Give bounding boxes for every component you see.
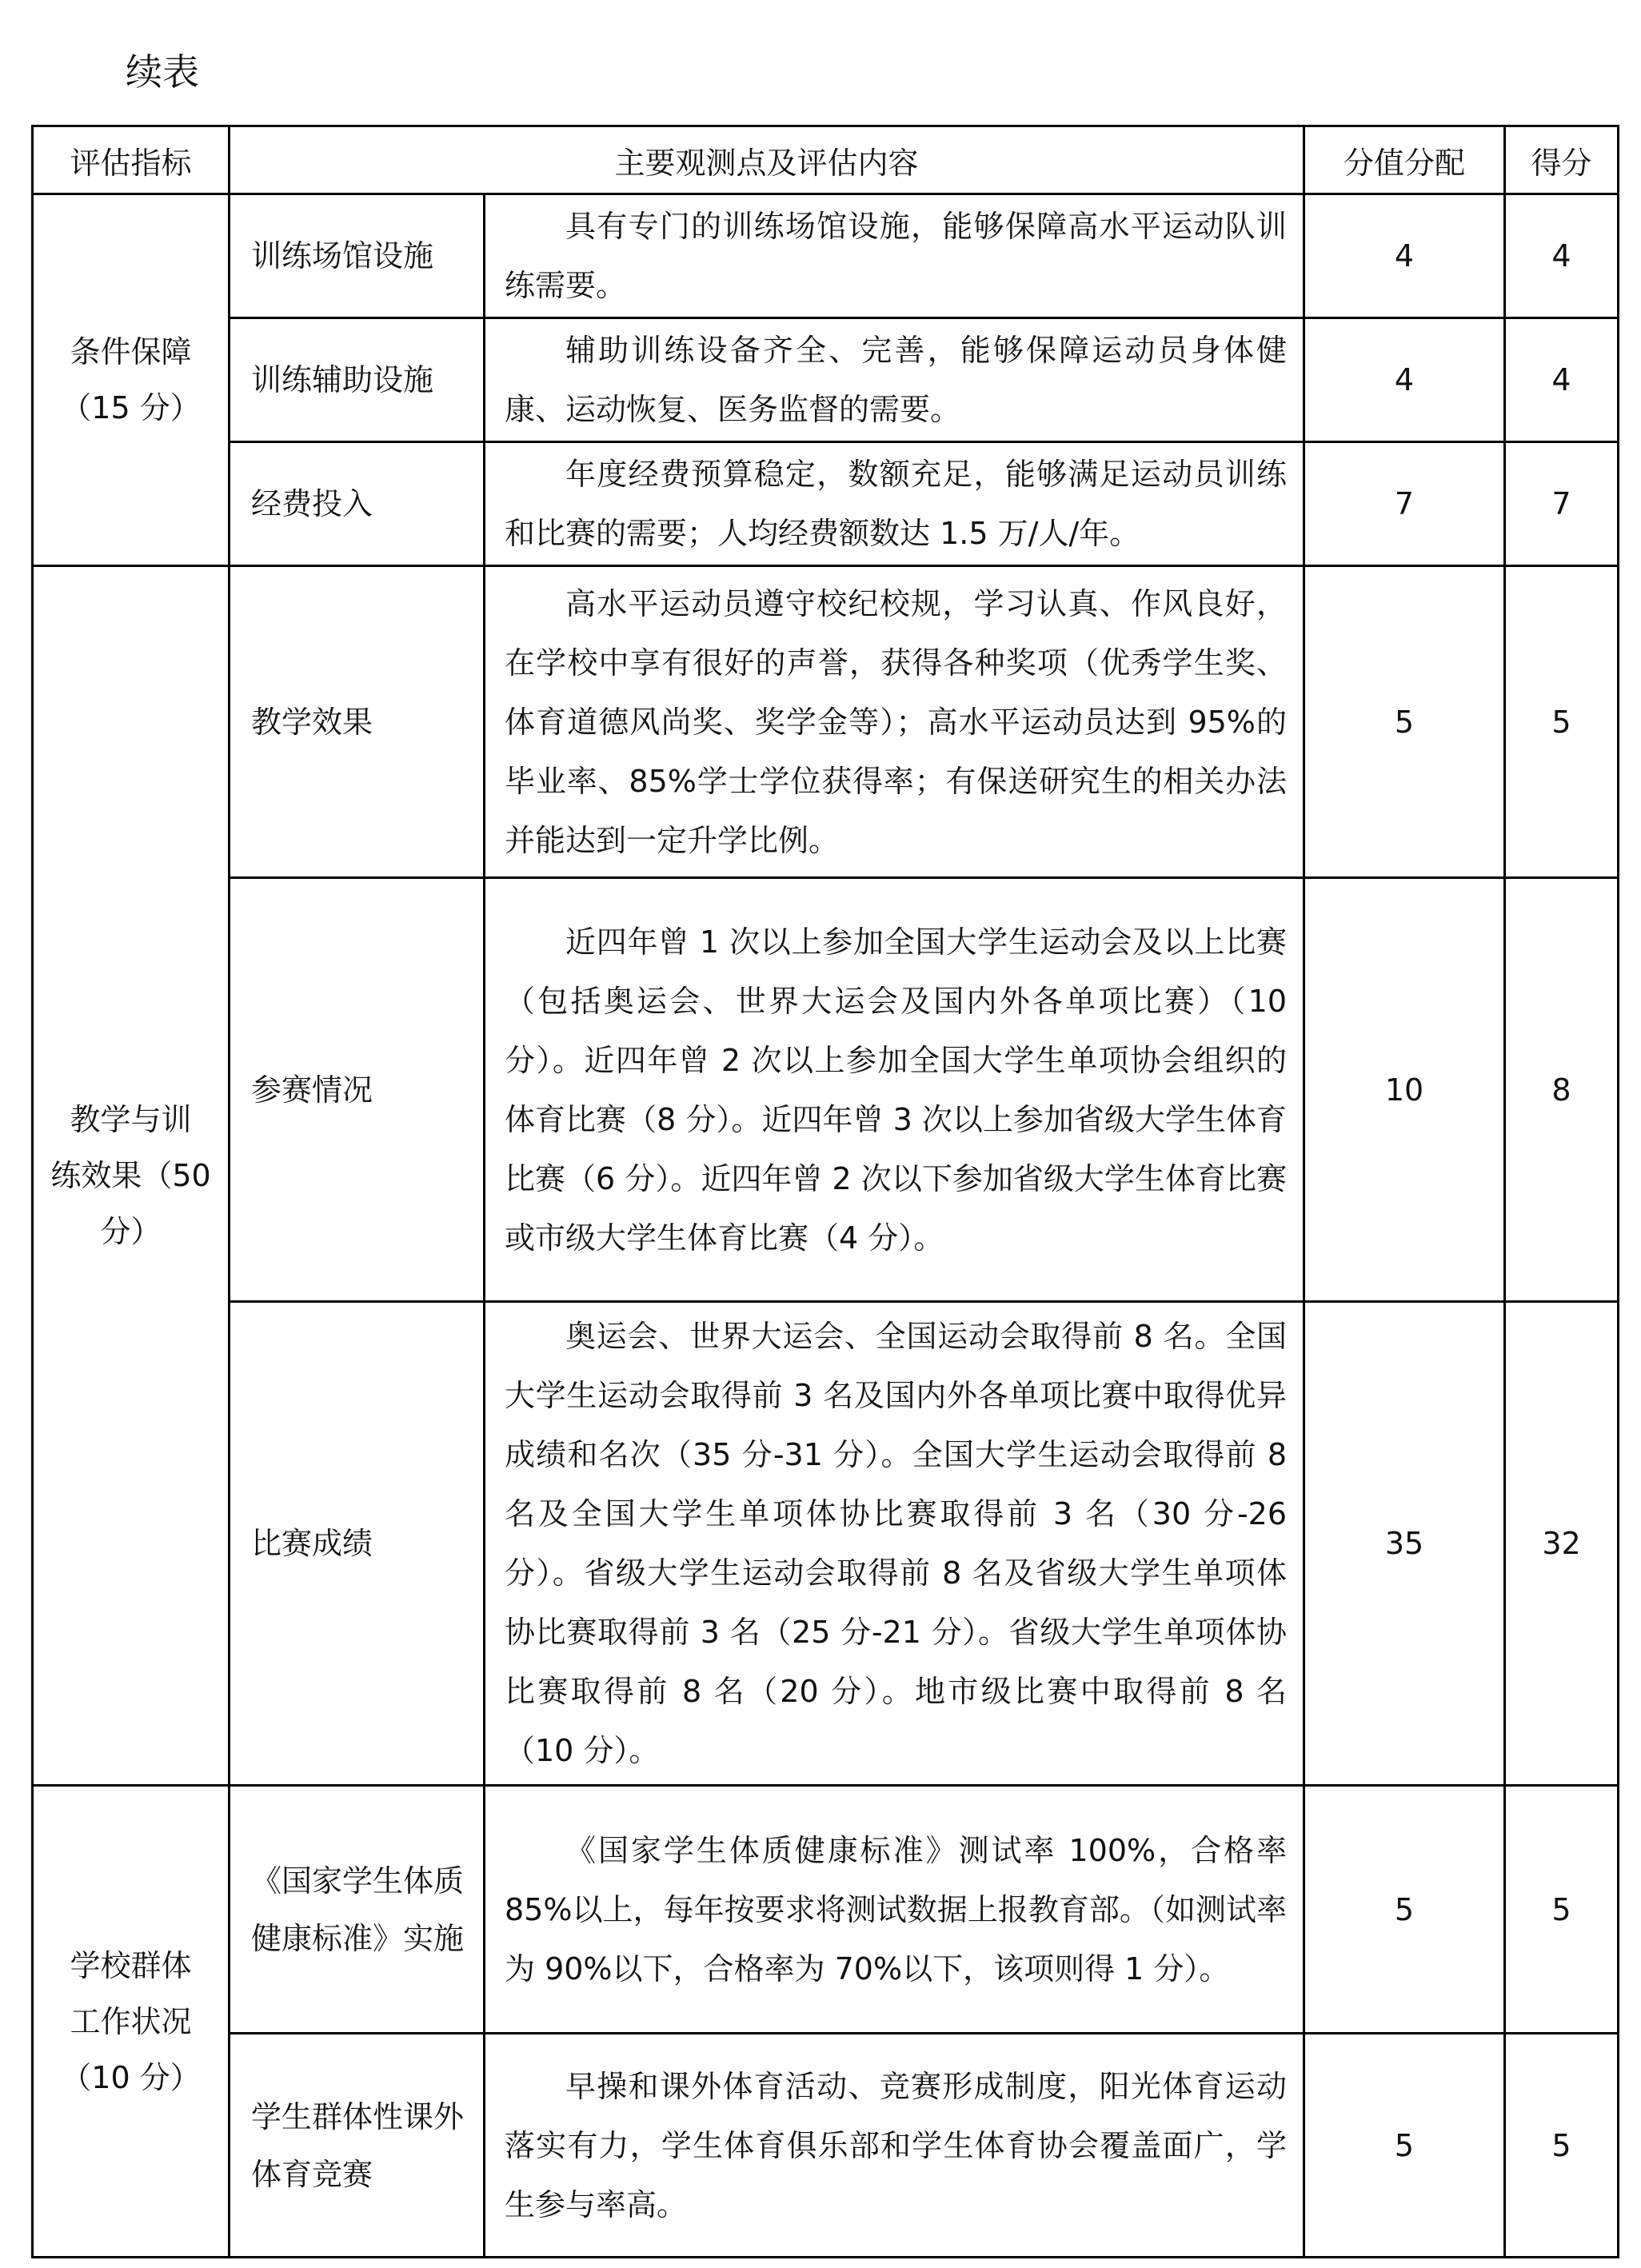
category-name-line: 分） bbox=[100, 1214, 162, 1249]
allocation-value: 4 bbox=[1304, 194, 1505, 318]
category-name-line: （10 分） bbox=[61, 2059, 201, 2095]
table-row bbox=[33, 318, 1619, 442]
score-value: 5 bbox=[1505, 2034, 1619, 2258]
score-value: 5 bbox=[1505, 566, 1619, 878]
page-title: 续表 bbox=[126, 50, 199, 94]
sub-indicator: 学生群体性课外体育竞赛 bbox=[230, 2034, 485, 2258]
table-row bbox=[33, 1302, 1619, 1786]
category-name-line: （15 分） bbox=[61, 390, 201, 425]
observation-content: 奥运会、世界大运会、全国运动会取得前 8 名。全国大学生运动会取得前 3 名及国内外各单项比赛中取得优异成绩和名次（35 分-31 分）。全国大学生运动会取得前 8 名及全国大学生单项体协比赛取得前 3 名（30 分-26 分）。省级大学生运动会取得前 8 名及省级大学生单项体协比赛取得前 3 名（25 分-21 分）。省级大学生单项体协比赛取得前 8 名（20 分）。地市级比赛中取得前 8 名（10 分）。 bbox=[485, 1302, 1304, 1786]
header-allocation: 分值分配 bbox=[1304, 126, 1505, 194]
observation-content: 年度经费预算稳定，数额充足，能够满足运动员训练和比赛的需要；人均经费额数达 1.5 万/人/年。 bbox=[485, 442, 1304, 566]
allocation-value: 10 bbox=[1304, 878, 1505, 1302]
score-value: 4 bbox=[1505, 194, 1619, 318]
evaluation-table bbox=[31, 125, 1619, 2258]
sub-indicator: 《国家学生体质健康标准》实施 bbox=[230, 1786, 485, 2034]
sub-indicator: 比赛成绩 bbox=[230, 1302, 485, 1786]
sub-indicator: 参赛情况 bbox=[230, 878, 485, 1302]
table-row bbox=[33, 566, 1619, 878]
sub-indicator: 经费投入 bbox=[230, 442, 485, 566]
allocation-value: 5 bbox=[1304, 1786, 1505, 2034]
score-value: 5 bbox=[1505, 1786, 1619, 2034]
observation-content: 具有专门的训练场馆设施，能够保障高水平运动队训练需要。 bbox=[485, 194, 1304, 318]
table-row bbox=[33, 194, 1619, 318]
allocation-value: 4 bbox=[1304, 318, 1505, 442]
observation-content: 辅助训练设备齐全、完善，能够保障运动员身体健康、运动恢复、医务监督的需要。 bbox=[485, 318, 1304, 442]
allocation-value: 7 bbox=[1304, 442, 1505, 566]
header-score: 得分 bbox=[1505, 126, 1619, 194]
sub-indicator: 教学效果 bbox=[230, 566, 485, 878]
score-value: 7 bbox=[1505, 442, 1619, 566]
header-content: 主要观测点及评估内容 bbox=[230, 126, 1304, 194]
table-row bbox=[33, 878, 1619, 1302]
score-value: 8 bbox=[1505, 878, 1619, 1302]
score-value: 32 bbox=[1505, 1302, 1619, 1786]
category-name-line: 条件保障 bbox=[70, 334, 192, 369]
category-teaching-training bbox=[33, 566, 230, 1786]
category-group-sports bbox=[33, 1786, 230, 2258]
observation-content: 《国家学生体质健康标准》测试率 100%，合格率 85%以上，每年按要求将测试数据上报教育部。（如测试率为 90%以下，合格率为 70%以下，该项则得 1 分）。 bbox=[485, 1786, 1304, 2034]
header-indicator: 评估指标 bbox=[33, 126, 230, 194]
category-condition bbox=[33, 194, 230, 566]
observation-content: 近四年曾 1 次以上参加全国大学生运动会及以上比赛（包括奥运会、世界大运会及国内外各单项比赛）（10 分）。近四年曾 2 次以上参加全国大学生单项协会组织的体育比赛（8 分）。近四年曾 3 次以上参加省级大学生体育比赛（6 分）。近四年曾 2 次以下参加省级大学生体育比赛或市级大学生体育比赛（4 分）。 bbox=[485, 878, 1304, 1302]
observation-content: 早操和课外体育活动、竞赛形成制度，阳光体育运动落实有力，学生体育俱乐部和学生体育协会覆盖面广，学生参与率高。 bbox=[485, 2034, 1304, 2258]
category-name-line: 工作状况 bbox=[70, 2003, 192, 2039]
allocation-value: 5 bbox=[1304, 2034, 1505, 2258]
sub-indicator: 训练辅助设施 bbox=[230, 318, 485, 442]
table-row bbox=[33, 2034, 1619, 2258]
category-name-line: 教学与训 bbox=[70, 1102, 192, 1137]
score-value: 4 bbox=[1505, 318, 1619, 442]
allocation-value: 5 bbox=[1304, 566, 1505, 878]
sub-indicator: 训练场馆设施 bbox=[230, 194, 485, 318]
category-name-line: 学校群体 bbox=[70, 1947, 192, 1983]
category-name-line: 练效果（50 bbox=[50, 1158, 211, 1193]
observation-content: 高水平运动员遵守校纪校规，学习认真、作风良好，在学校中享有很好的声誉，获得各种奖项（优秀学生奖、体育道德风尚奖、奖学金等）；高水平运动员达到 95%的毕业率、85%学士学位获得率；有保送研究生的相关办法并能达到一定升学比例。 bbox=[485, 566, 1304, 878]
allocation-value: 35 bbox=[1304, 1302, 1505, 1786]
table-row bbox=[33, 1786, 1619, 2034]
header-row bbox=[33, 126, 1619, 194]
table-row bbox=[33, 442, 1619, 566]
